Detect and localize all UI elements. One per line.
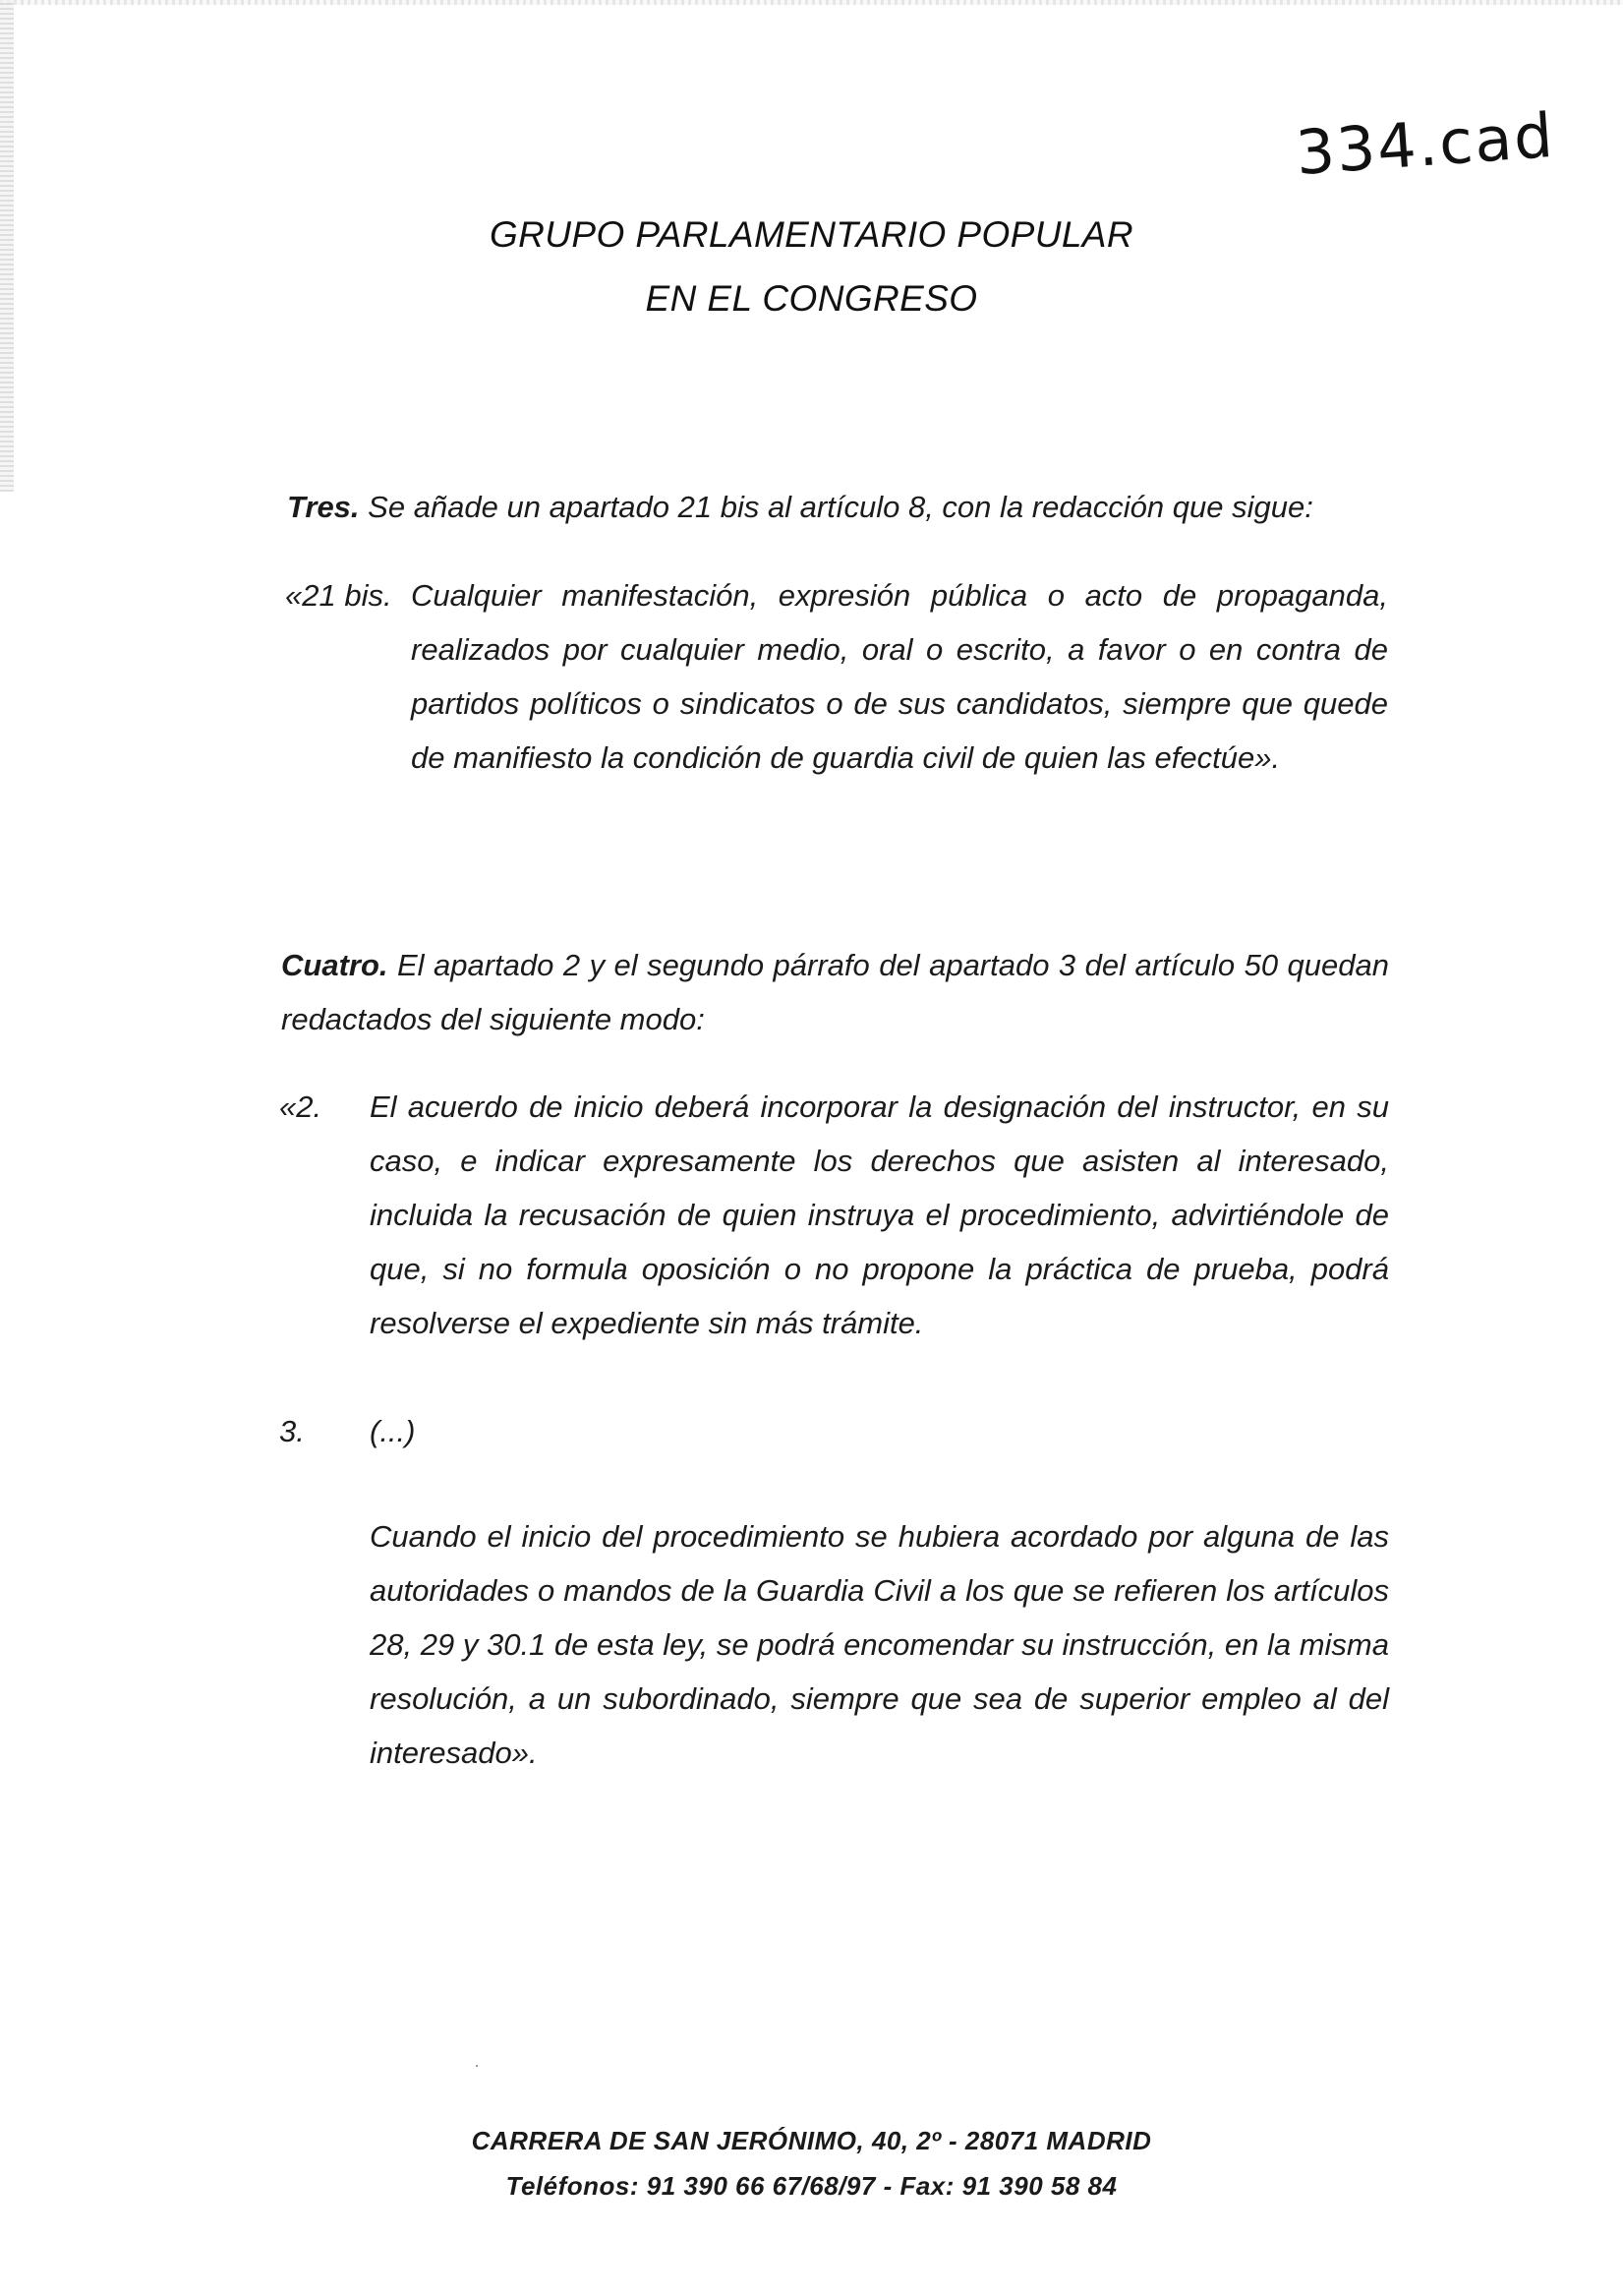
section-cuatro (281, 938, 1389, 1046)
bis-paragraph: Cualquier manifestación, expresión pública o acto de propaganda, realizados por cualquier medio, oral o escrito, a favor o en contra de partidos políticos o sindicatos o de sus candidatos, siempre que quede de manifiesto la condición de guardia civil de quien las efectúe». (411, 578, 1388, 775)
header-title-line1: GRUPO PARLAMENTARIO POPULAR (490, 214, 1133, 255)
section-cuatro-text: El apartado 2 y el segundo párrafo del apartado 3 del artículo 50 quedan redactados del siguiente modo: (281, 948, 1390, 1036)
item3-paragraph: Cuando el inicio del procedimiento se hubiera acordado por alguna de las autoridades o mandos de la Guardia Civil a los que se refieren los artículos 28, 29 y 30.1 de esta ley, se podrá encomendar su instrucción, en la misma resolución, a un subordinado, siempre que sea de superior empleo al del interesado». (370, 1519, 1389, 1770)
item2-marker: «2. (279, 1089, 322, 1124)
footer-address: CARRERA DE SAN JERÓNIMO, 40, 2º - 28071 MADRID (471, 2126, 1152, 2155)
section-tres-text: Se añade un apartado 21 bis al artículo 8, con la redacción que sigue: (368, 490, 1313, 524)
scan-top-edge (0, 0, 1623, 5)
scan-speck (476, 2065, 478, 2067)
item3-ellipsis: (...) (370, 1414, 416, 1448)
section-tres (287, 480, 1388, 534)
item2-paragraph: El acuerdo de inicio deberá incorporar la designación del instructor, en su caso, e indicar expresamente los derechos que asisten al interesado, incluida la recusación de quien instruya el procedimiento, advirtiéndole de que, si no formula oposición o no propone la práctica de prueba, podrá resolverse el expediente sin más trámite. (370, 1089, 1389, 1340)
footer-phones: Teléfonos: 91 390 66 67/68/97 - Fax: 91 390 58 84 (505, 2171, 1118, 2201)
bis-marker: «21 bis. (285, 578, 392, 613)
handwritten-annotation: 334.cad (1293, 98, 1557, 190)
header-title-line2: EN EL CONGRESO (645, 278, 978, 319)
section-tres-label: Tres. (287, 490, 360, 524)
section-cuatro-label: Cuatro. (281, 948, 388, 982)
item3-marker: 3. (279, 1414, 305, 1448)
